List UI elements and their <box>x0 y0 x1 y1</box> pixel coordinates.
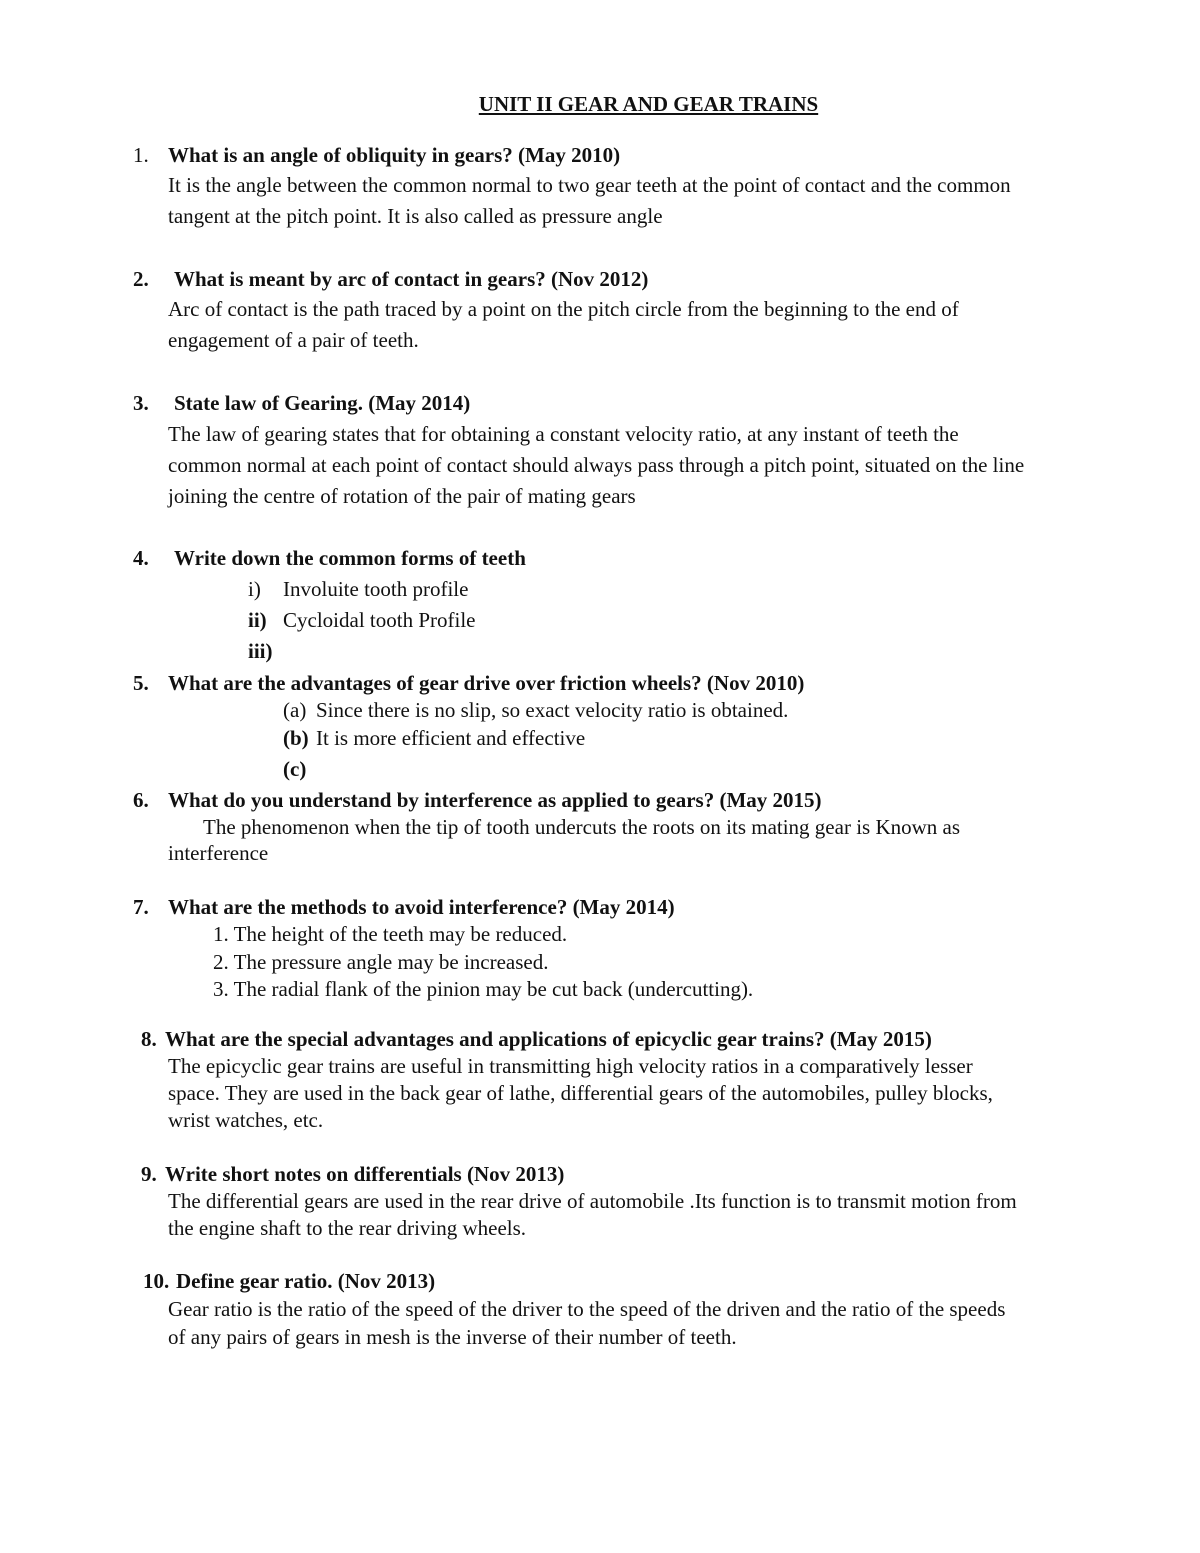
list-item: Cycloidal tooth Profile <box>283 608 476 632</box>
answer-line: The phenomenon when the tip of tooth undercuts the roots on its mating gear is Known as <box>203 815 961 839</box>
answer-line: It is the angle between the common normal to two gear teeth at the point of contact and the common <box>168 173 1011 197</box>
question-number: 4. <box>133 546 149 570</box>
list-marker: (b) <box>283 726 309 750</box>
answer-line: interference <box>168 841 269 865</box>
page-title: UNIT II GEAR AND GEAR TRAINS <box>478 92 819 116</box>
list-item: Since there is no slip, so exact velocity ratio is obtained. <box>316 698 789 722</box>
list-marker: i) <box>248 577 261 601</box>
question-text: Write short notes on differentials (Nov 2013) <box>165 1162 565 1186</box>
answer-line: the engine shaft to the rear driving wheels. <box>168 1216 527 1240</box>
question-text: What is meant by arc of contact in gears? (Nov 2012) <box>174 267 649 291</box>
answer-line: tangent at the pitch point. It is also called as pressure angle <box>168 204 663 228</box>
question-number: 3. <box>133 391 149 415</box>
answer-line: Arc of contact is the path traced by a point on the pitch circle from the beginning to the end of <box>168 297 959 321</box>
question-text: What are the advantages of gear drive over friction wheels? (Nov 2010) <box>168 671 805 695</box>
question-text: Define gear ratio. (Nov 2013) <box>176 1269 436 1293</box>
question-text: What is an angle of obliquity in gears? (May 2010) <box>168 143 621 167</box>
question-text: What are the special advantages and applications of epicyclic gear trains? (May 2015) <box>165 1027 932 1051</box>
list-marker: ii) <box>248 608 267 632</box>
answer-line: common normal at each point of contact should always pass through a pitch point, situated on the line <box>168 453 1025 477</box>
list-item: 2. The pressure angle may be increased. <box>213 950 549 974</box>
list-item: 3. The radial flank of the pinion may be cut back (undercutting). <box>213 977 754 1001</box>
list-marker: (c) <box>283 757 307 781</box>
answer-line: joining the centre of rotation of the pair of mating gears <box>168 484 636 508</box>
question-text: Write down the common forms of teeth <box>174 546 526 570</box>
question-number: 9. <box>141 1162 157 1186</box>
question-number: 7. <box>133 895 149 919</box>
answer-line: Gear ratio is the ratio of the speed of the driver to the speed of the driven and the ratio of the speeds <box>168 1297 1006 1321</box>
answer-line: of any pairs of gears in mesh is the inverse of their number of teeth. <box>168 1325 737 1349</box>
list-marker: iii) <box>248 639 273 663</box>
answer-line: wrist watches, etc. <box>168 1108 324 1132</box>
list-item: It is more efficient and effective <box>316 726 586 750</box>
question-text: What do you understand by interference as applied to gears? (May 2015) <box>168 788 822 812</box>
list-item: 1. The height of the teeth may be reduced. <box>213 922 568 946</box>
question-number: 8. <box>141 1027 157 1051</box>
answer-line: engagement of a pair of teeth. <box>168 328 419 352</box>
answer-line: The differential gears are used in the rear drive of automobile .Its function is to transmit motion from <box>168 1189 1017 1213</box>
question-text: State law of Gearing. (May 2014) <box>174 391 471 415</box>
question-number: 10. <box>143 1269 170 1293</box>
answer-line: The epicyclic gear trains are useful in transmitting high velocity ratios in a comparatively lesser <box>168 1054 973 1078</box>
list-marker: (a) <box>283 698 307 722</box>
answer-line: The law of gearing states that for obtaining a constant velocity ratio, at any instant of teeth the <box>168 422 959 446</box>
question-number: 1. <box>133 143 149 167</box>
question-number: 2. <box>133 267 149 291</box>
answer-line: space. They are used in the back gear of lathe, differential gears of the automobiles, pulley blocks, <box>168 1081 993 1105</box>
question-number: 5. <box>133 671 149 695</box>
question-text: What are the methods to avoid interference? (May 2014) <box>168 895 675 919</box>
list-item: Involuite tooth profile <box>283 577 469 601</box>
question-number: 6. <box>133 788 149 812</box>
